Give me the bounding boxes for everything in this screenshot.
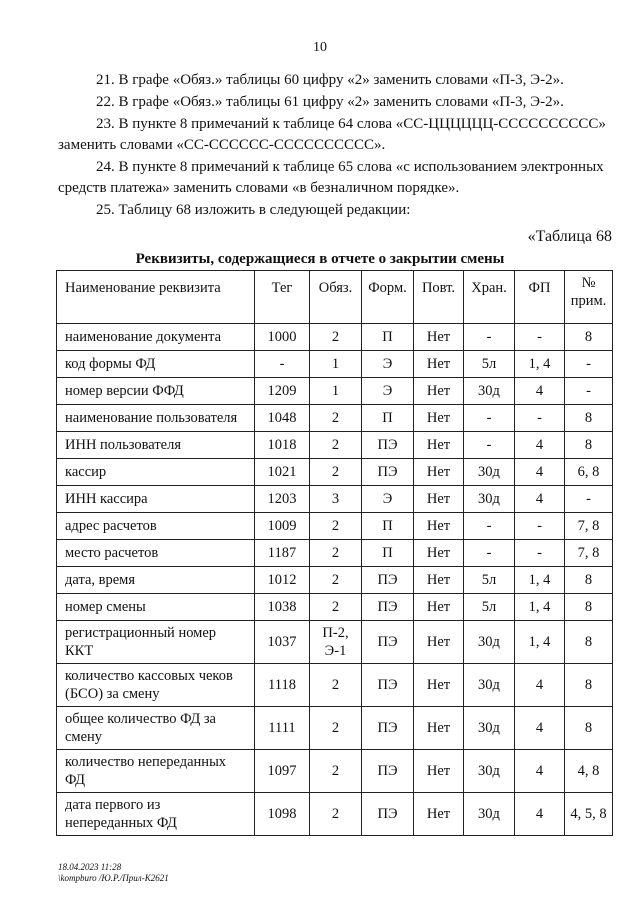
paragraph-24-cont: средств платежа» заменить словами «в безналичном порядке». <box>58 180 460 196</box>
row-req: 2 <box>310 594 362 621</box>
row-tag: 1037 <box>255 621 310 664</box>
row-req: 1 <box>310 351 362 378</box>
row-name: кассир <box>57 459 255 486</box>
row-note: 8 <box>565 432 613 459</box>
page-number: 10 <box>313 40 327 55</box>
row-fp: 1, 4 <box>515 567 565 594</box>
row-note: 8 <box>565 594 613 621</box>
header-note-line2: прим. <box>570 293 607 309</box>
row-note: - <box>565 351 613 378</box>
header-req: Обяз. <box>310 271 362 324</box>
row-store: - <box>464 324 515 351</box>
row-req: 2 <box>310 459 362 486</box>
table-row <box>57 486 613 513</box>
row-req: 2 <box>310 432 362 459</box>
row-note: 8 <box>565 567 613 594</box>
row-tag: 1209 <box>255 378 310 405</box>
row-name <box>57 621 255 664</box>
row-note: 8 <box>565 621 613 664</box>
row-form: ПЭ <box>362 793 414 836</box>
row-name-line1: количество кассовых чеков <box>65 668 233 684</box>
row-tag: 1111 <box>255 707 310 750</box>
table-row <box>57 793 613 836</box>
row-req <box>310 621 362 664</box>
row-tag: 1097 <box>255 750 310 793</box>
table-row <box>57 540 613 567</box>
header-name: Наименование реквизита <box>57 271 255 324</box>
paragraph-22: 22. В графе «Обяз.» таблицы 61 цифру «2» заменить словами «П-3, Э-2». <box>96 94 564 110</box>
row-name-line1: дата первого из <box>65 797 161 813</box>
row-note: - <box>565 486 613 513</box>
row-name <box>57 707 255 750</box>
row-name: номер смены <box>57 594 255 621</box>
row-name-line2: (БСО) за смену <box>65 686 160 702</box>
row-store: 5л <box>464 594 515 621</box>
row-note: - <box>565 378 613 405</box>
row-tag: 1048 <box>255 405 310 432</box>
row-tag: 1018 <box>255 432 310 459</box>
row-form: ПЭ <box>362 567 414 594</box>
row-note: 8 <box>565 324 613 351</box>
table-row <box>57 405 613 432</box>
header-form: Форм. <box>362 271 414 324</box>
table-row <box>57 567 613 594</box>
row-name-line2: смену <box>65 729 103 745</box>
row-name: наименование пользователя <box>57 405 255 432</box>
row-tag: 1118 <box>255 664 310 707</box>
row-rep: Нет <box>414 486 464 513</box>
row-req: 2 <box>310 707 362 750</box>
row-req: 2 <box>310 324 362 351</box>
row-store: 30д <box>464 378 515 405</box>
row-form: Э <box>362 486 414 513</box>
row-rep: Нет <box>414 664 464 707</box>
row-tag: 1098 <box>255 793 310 836</box>
row-rep: Нет <box>414 707 464 750</box>
row-store: - <box>464 432 515 459</box>
row-req: 2 <box>310 405 362 432</box>
row-req: 2 <box>310 793 362 836</box>
row-store: 30д <box>464 486 515 513</box>
row-rep: Нет <box>414 621 464 664</box>
row-req: 1 <box>310 378 362 405</box>
row-fp: 4 <box>515 486 565 513</box>
row-note: 4, 8 <box>565 750 613 793</box>
row-fp: 4 <box>515 432 565 459</box>
row-rep: Нет <box>414 513 464 540</box>
row-form: Э <box>362 351 414 378</box>
table-title: Реквизиты, содержащиеся в отчете о закрытии смены <box>135 251 505 267</box>
row-form: Э <box>362 378 414 405</box>
row-store: 30д <box>464 621 515 664</box>
row-name: ИНН пользователя <box>57 432 255 459</box>
row-fp: 1, 4 <box>515 621 565 664</box>
row-store: - <box>464 405 515 432</box>
row-form: П <box>362 540 414 567</box>
table-header-row <box>57 271 613 324</box>
paragraph-21: 21. В графе «Обяз.» таблицы 60 цифру «2» заменить словами «П-3, Э-2». <box>96 72 564 88</box>
row-fp: 1, 4 <box>515 594 565 621</box>
row-rep: Нет <box>414 459 464 486</box>
row-rep: Нет <box>414 567 464 594</box>
row-note: 8 <box>565 405 613 432</box>
row-store: 30д <box>464 750 515 793</box>
table-row <box>57 432 613 459</box>
row-name <box>57 793 255 836</box>
row-fp: 4 <box>515 664 565 707</box>
row-rep: Нет <box>414 540 464 567</box>
row-form: ПЭ <box>362 459 414 486</box>
row-store: - <box>464 540 515 567</box>
row-name-line2: ФД <box>65 772 86 788</box>
table-row <box>57 664 613 707</box>
row-name-line1: регистрационный номер <box>65 625 217 641</box>
row-req: 2 <box>310 540 362 567</box>
row-store: 5л <box>464 567 515 594</box>
row-tag: - <box>255 351 310 378</box>
row-fp: 4 <box>515 707 565 750</box>
row-tag: 1021 <box>255 459 310 486</box>
row-req-line1: П-2, <box>322 625 349 641</box>
row-store: 5л <box>464 351 515 378</box>
row-name-line2: ККТ <box>65 643 94 659</box>
row-name: номер версии ФФД <box>57 378 255 405</box>
row-form: П <box>362 324 414 351</box>
row-store: - <box>464 513 515 540</box>
row-req-line2: Э-1 <box>324 643 347 659</box>
row-store: 30д <box>464 793 515 836</box>
table-row <box>57 378 613 405</box>
row-tag: 1203 <box>255 486 310 513</box>
row-note: 4, 5, 8 <box>565 793 613 836</box>
row-tag: 1012 <box>255 567 310 594</box>
table-row <box>57 324 613 351</box>
footer-file-path: \kompburo /Ю.Р./Прил-К2621 <box>58 873 169 883</box>
header-store: Хран. <box>464 271 515 324</box>
table-row <box>57 750 613 793</box>
row-rep: Нет <box>414 324 464 351</box>
row-name-line1: количество непереданных <box>65 754 227 770</box>
row-form: ПЭ <box>362 707 414 750</box>
header-rep: Повт. <box>414 271 464 324</box>
row-fp: - <box>515 513 565 540</box>
table-row <box>57 707 613 750</box>
table-row <box>57 594 613 621</box>
row-name: ИНН кассира <box>57 486 255 513</box>
row-form: ПЭ <box>362 432 414 459</box>
row-fp: 4 <box>515 750 565 793</box>
paragraph-25: 25. Таблицу 68 изложить в следующей редакции: <box>96 202 411 218</box>
table-row <box>57 621 613 664</box>
row-tag: 1000 <box>255 324 310 351</box>
row-name: код формы ФД <box>57 351 255 378</box>
table-caption: «Таблица 68 <box>527 228 612 245</box>
row-form: ПЭ <box>362 664 414 707</box>
row-rep: Нет <box>414 793 464 836</box>
row-store: 30д <box>464 664 515 707</box>
table-row <box>57 459 613 486</box>
row-fp: 4 <box>515 793 565 836</box>
header-tag: Тег <box>255 271 310 324</box>
row-note: 7, 8 <box>565 513 613 540</box>
paragraph-24: 24. В пункте 8 примечаний к таблице 65 слова «с использованием электронных <box>96 159 604 175</box>
row-name: дата, время <box>57 567 255 594</box>
row-req: 2 <box>310 567 362 594</box>
row-rep: Нет <box>414 750 464 793</box>
row-note: 8 <box>565 707 613 750</box>
row-fp: 1, 4 <box>515 351 565 378</box>
row-rep: Нет <box>414 432 464 459</box>
header-fp: ФП <box>515 271 565 324</box>
row-tag: 1187 <box>255 540 310 567</box>
row-note: 8 <box>565 664 613 707</box>
row-name <box>57 664 255 707</box>
table-row <box>57 513 613 540</box>
row-fp: - <box>515 540 565 567</box>
row-rep: Нет <box>414 405 464 432</box>
row-name-line2: непереданных ФД <box>65 815 177 831</box>
row-note: 6, 8 <box>565 459 613 486</box>
table-row <box>57 351 613 378</box>
row-name: наименование документа <box>57 324 255 351</box>
row-form: ПЭ <box>362 594 414 621</box>
row-store: 30д <box>464 459 515 486</box>
row-form: П <box>362 405 414 432</box>
header-note <box>565 271 613 324</box>
row-name-line1: общее количество ФД за <box>65 711 216 727</box>
row-rep: Нет <box>414 378 464 405</box>
row-name: место расчетов <box>57 540 255 567</box>
row-tag: 1009 <box>255 513 310 540</box>
row-req: 2 <box>310 664 362 707</box>
header-note-line1: № <box>581 275 596 291</box>
row-name <box>57 750 255 793</box>
row-fp: - <box>515 405 565 432</box>
row-req: 2 <box>310 750 362 793</box>
row-name: адрес расчетов <box>57 513 255 540</box>
row-form: П <box>362 513 414 540</box>
row-req: 2 <box>310 513 362 540</box>
row-store: 30д <box>464 707 515 750</box>
paragraph-23-cont: заменить словами «СС-СССССС-СССССССССС». <box>58 137 386 153</box>
requisites-table <box>56 270 613 836</box>
row-fp: 4 <box>515 459 565 486</box>
row-form: ПЭ <box>362 750 414 793</box>
row-fp: - <box>515 324 565 351</box>
row-note: 7, 8 <box>565 540 613 567</box>
row-form: ПЭ <box>362 621 414 664</box>
footer-timestamp: 18.04.2023 11:28 <box>58 862 122 872</box>
row-fp: 4 <box>515 378 565 405</box>
row-rep: Нет <box>414 351 464 378</box>
row-req: 3 <box>310 486 362 513</box>
paragraph-23: 23. В пункте 8 примечаний к таблице 64 слова «СС-ЦЦЦЦЦЦ-СССССССССС» <box>96 116 606 132</box>
row-tag: 1038 <box>255 594 310 621</box>
row-rep: Нет <box>414 594 464 621</box>
